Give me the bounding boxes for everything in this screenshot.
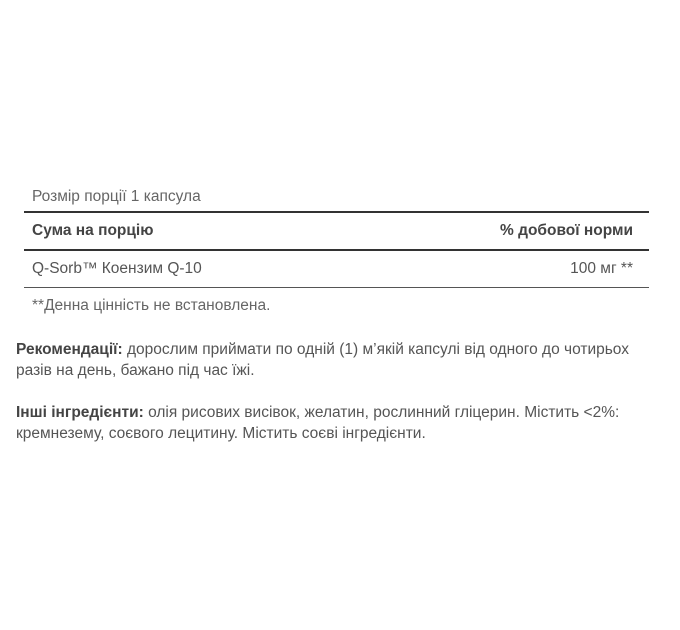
other-ingredients-paragraph [16, 402, 656, 444]
supplement-facts-panel [24, 183, 649, 324]
recommendations-text: дорослим приймати по одній (1) м’якій капсулі від одного до чотирьох разів на день, бажано під час їжі. [16, 341, 629, 379]
facts-header-row [24, 213, 649, 249]
recommendations-paragraph [16, 339, 656, 381]
other-ingredients-label: Інші інгредієнти: [16, 404, 144, 421]
other-ingredients-text: олія рисових висівок, желатин, рослинний гліцерин. Містить <2%: кремнезему, соєвого лецитину. Містить соєві інгредієнти. [16, 404, 620, 442]
amount-per-serving-header: Сума на порцію [32, 222, 154, 239]
footnote: **Денна цінність не встановлена. [32, 297, 271, 314]
facts-row [24, 251, 649, 287]
recommendations-label: Рекомендації: [16, 341, 123, 358]
ingredient-name: Q-Sorb™ Коензим Q-10 [32, 260, 202, 277]
ingredient-amount: 100 мг ** [570, 260, 633, 277]
daily-value-header: % добової норми [500, 222, 633, 239]
serving-size: Розмір порції 1 капсула [32, 188, 201, 205]
